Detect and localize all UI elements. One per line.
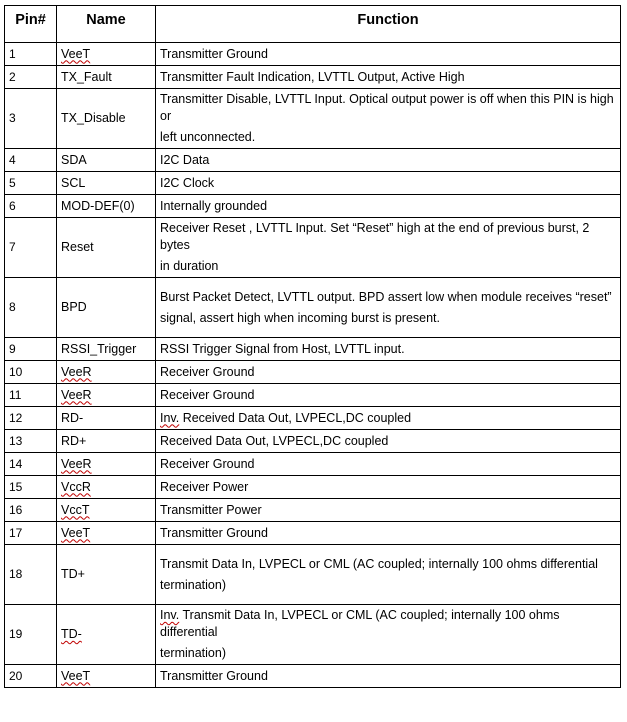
function-word: Inv. (160, 410, 180, 425)
pin-function (156, 149, 621, 172)
table-row (5, 218, 621, 278)
pin-name (57, 545, 156, 605)
pin-number: 14 (5, 453, 57, 476)
pin-function (156, 43, 621, 66)
table-row (5, 338, 621, 361)
pin-name (57, 665, 156, 688)
pin-number: 16 (5, 499, 57, 522)
pin-number: 13 (5, 430, 57, 453)
pin-name-text: VeeT (61, 525, 91, 540)
pin-name-text: RD- (61, 410, 84, 425)
table-row (5, 605, 621, 665)
pin-name-text: Reset (61, 240, 94, 254)
table-row (5, 66, 621, 89)
function-line: Receiver Ground (160, 364, 255, 379)
pin-function (156, 545, 621, 605)
pin-number: 7 (5, 218, 57, 278)
function-line: Receiver Ground (160, 387, 255, 402)
pin-name-text: VeeR (61, 387, 92, 402)
function-line: Transmitter Ground (160, 525, 268, 540)
pin-name (57, 338, 156, 361)
table-row (5, 522, 621, 545)
pin-name-text: VeeR (61, 456, 92, 471)
table-row (5, 430, 621, 453)
pin-name (57, 66, 156, 89)
pin-number: 8 (5, 278, 57, 338)
pin-function (156, 499, 621, 522)
pin-name-text: VeeR (61, 364, 92, 379)
pin-name-text: MOD-DEF(0) (61, 198, 135, 213)
function-line: Receiver Power (160, 479, 249, 494)
pin-name-text: BPD (61, 300, 87, 314)
table-row (5, 172, 621, 195)
function-line: Transmitter Disable, LVTTL Input. Optical output power is off when this PIN is high or (160, 92, 614, 123)
pin-name (57, 605, 156, 665)
pin-name-text: TD+ (61, 567, 85, 581)
pin-number: 6 (5, 195, 57, 218)
table-row (5, 149, 621, 172)
function-line: termination) (160, 646, 226, 660)
function-line: Transmitter Fault Indication, LVTTL Output, Active High (160, 69, 465, 84)
table-row (5, 384, 621, 407)
pin-number: 11 (5, 384, 57, 407)
pin-number: 19 (5, 605, 57, 665)
table-row (5, 195, 621, 218)
function-line: I2C Clock (160, 175, 215, 190)
pin-number: 3 (5, 89, 57, 149)
pin-function (156, 384, 621, 407)
table-row (5, 89, 621, 149)
pin-name (57, 172, 156, 195)
pin-number: 20 (5, 665, 57, 688)
pin-name-text: SDA (61, 152, 87, 167)
pin-function (156, 407, 621, 430)
pin-name (57, 43, 156, 66)
table-row (5, 407, 621, 430)
pin-name-text: VeeT (61, 46, 91, 61)
pin-name (57, 499, 156, 522)
pin-number: 10 (5, 361, 57, 384)
pin-function (156, 338, 621, 361)
pin-function (156, 172, 621, 195)
header-name: Name (57, 6, 156, 43)
function-line: termination) (160, 577, 226, 592)
pin-name (57, 476, 156, 499)
pin-function (156, 195, 621, 218)
pin-number: 9 (5, 338, 57, 361)
header-pin: Pin# (5, 6, 57, 43)
function-line: signal, assert high when incoming burst is present. (160, 310, 441, 325)
pin-number: 1 (5, 43, 57, 66)
pin-name-text: VccT (61, 502, 90, 517)
pin-definition-table (4, 5, 621, 688)
pin-function (156, 89, 621, 149)
pin-name (57, 384, 156, 407)
pin-function (156, 278, 621, 338)
pin-name (57, 149, 156, 172)
function-line: Transmit Data In, LVPECL or CML (AC coupled; internally 100 ohms differential (160, 556, 598, 571)
pin-name-text: VccR (61, 479, 91, 494)
table-row (5, 665, 621, 688)
pin-name (57, 195, 156, 218)
function-line: Receiver Ground (160, 456, 255, 471)
pin-function (156, 605, 621, 665)
pin-function (156, 522, 621, 545)
function-line: I2C Data (160, 152, 210, 167)
function-line: Transmitter Power (160, 502, 262, 517)
pin-function (156, 665, 621, 688)
pin-name-text: VeeT (61, 668, 91, 683)
table-row (5, 476, 621, 499)
function-line: Internally grounded (160, 198, 268, 213)
pin-number: 12 (5, 407, 57, 430)
pin-name-text: SCL (61, 175, 86, 190)
table-row (5, 43, 621, 66)
function-line: Transmitter Ground (160, 668, 268, 683)
pin-name-text: RSSI_Trigger (61, 341, 137, 356)
header-row (5, 6, 621, 43)
pin-name-text: TD- (61, 627, 82, 641)
function-line: Transmitter Ground (160, 46, 268, 61)
pin-number: 5 (5, 172, 57, 195)
pin-function (156, 453, 621, 476)
pin-name (57, 218, 156, 278)
pin-name (57, 522, 156, 545)
pin-name (57, 89, 156, 149)
table-row (5, 545, 621, 605)
header-function: Function (156, 6, 621, 43)
pin-function (156, 476, 621, 499)
pin-number: 4 (5, 149, 57, 172)
table-row (5, 278, 621, 338)
pin-name (57, 361, 156, 384)
pin-number: 18 (5, 545, 57, 605)
pin-name (57, 453, 156, 476)
pin-function (156, 66, 621, 89)
table-row (5, 361, 621, 384)
function-line: RSSI Trigger Signal from Host, LVTTL input. (160, 341, 405, 356)
pin-name-text: TX_Disable (61, 111, 126, 125)
pin-number: 2 (5, 66, 57, 89)
pin-function (156, 361, 621, 384)
pin-function (156, 430, 621, 453)
function-line: left unconnected. (160, 130, 256, 144)
function-line: Receiver Reset , LVTTL Input. Set “Reset” high at the end of previous burst, 2 bytes (160, 221, 590, 252)
pin-name-text: TX_Fault (61, 69, 112, 84)
pin-name (57, 430, 156, 453)
function-line: Inv. Transmit Data In, LVPECL or CML (AC coupled; internally 100 ohms differential (160, 608, 560, 639)
function-line: in duration (160, 259, 219, 273)
pin-name (57, 407, 156, 430)
function-line: Inv. Received Data Out, LVPECL,DC coupled (160, 410, 412, 425)
table-row (5, 453, 621, 476)
function-word: Inv. (160, 608, 180, 622)
pin-number: 15 (5, 476, 57, 499)
pin-number: 17 (5, 522, 57, 545)
function-line: Burst Packet Detect, LVTTL output. BPD assert low when module receives “reset” (160, 289, 612, 304)
pin-function (156, 218, 621, 278)
pin-name-text: RD+ (61, 433, 87, 448)
function-line: Received Data Out, LVPECL,DC coupled (160, 433, 389, 448)
pin-name (57, 278, 156, 338)
table-row (5, 499, 621, 522)
